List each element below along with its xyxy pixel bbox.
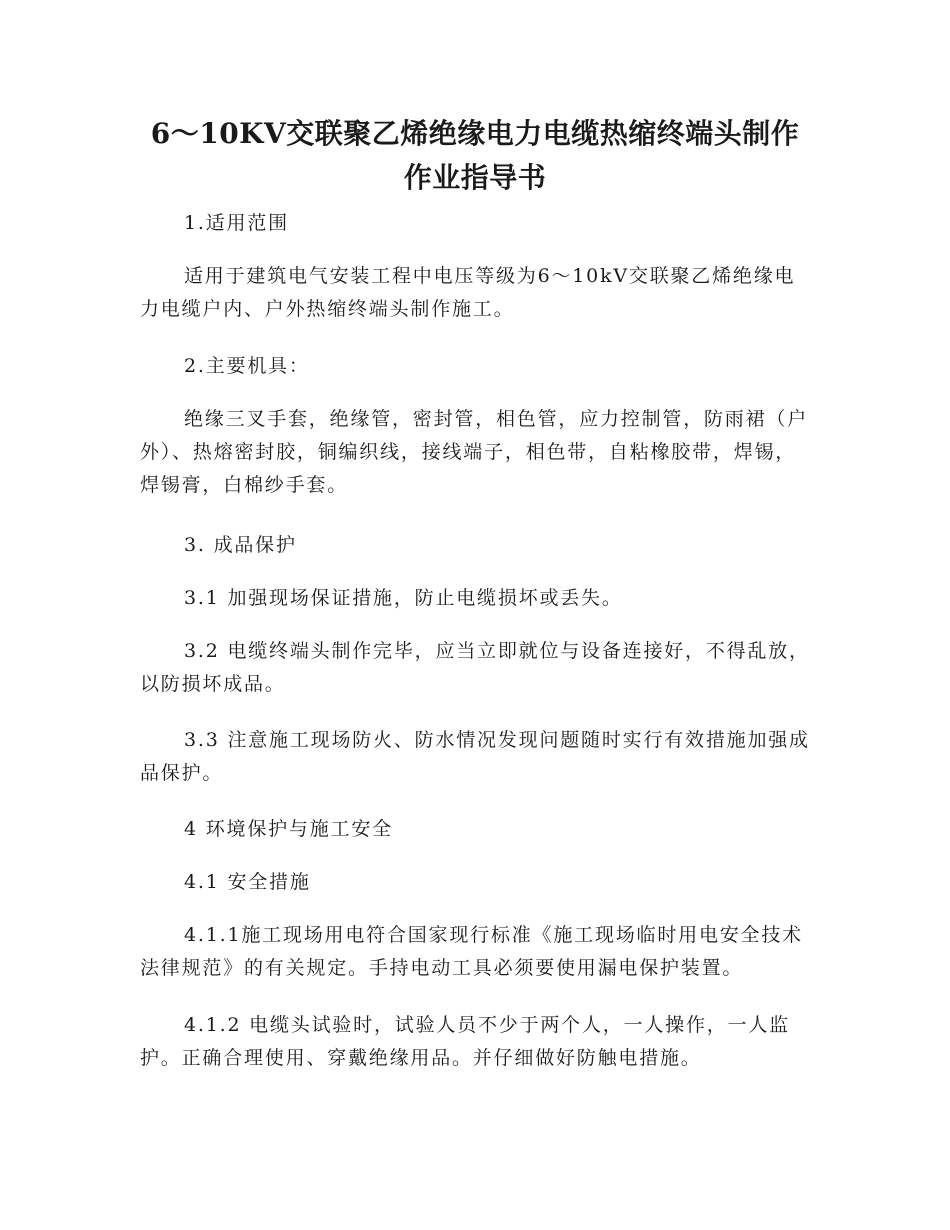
- document-title: 6～10KV交联聚乙烯绝缘电力电缆热缩终端头制作作业指导书: [150, 117, 800, 194]
- subsection-heading-4-1: 4.1 安全措施: [184, 871, 311, 893]
- paragraph-3-2: 3.2 电缆终端头制作完毕，应当立即就位与设备连接好，不得乱放，以防损坏成品。: [140, 640, 810, 695]
- section-heading-protection: 3. 成品保护: [184, 534, 297, 556]
- paragraph-tools: 绝缘三叉手套，绝缘管，密封管，相色管，应力控制管，防雨裙（户外）、热熔密封胶，铜编织线，接线端子，相色带，自粘橡胶带，焊锡，焊锡膏，白棉纱手套。: [140, 408, 809, 496]
- paragraph-scope: 适用于建筑电气安装工程中电压等级为6～10kV交联聚乙烯绝缘电力电缆户内、户外热缩终端头制作施工。: [140, 265, 796, 320]
- paragraph-4-1-1: 4.1.1施工现场用电符合国家现行标准《施工现场临时用电安全技术法律规范》的有关规定。手持电动工具必须要使用漏电保护装置。: [140, 924, 803, 979]
- section-heading-tools: 2.主要机具：: [184, 355, 310, 377]
- paragraph-4-1-2: 4.1.2 电缆头试验时，试验人员不少于两个人，一人操作，一人监护。正确合理使用、穿戴绝缘用品。并仔细做好防触电措施。: [140, 1014, 790, 1069]
- paragraph-3-1: 3.1 加强现场保证措施，防止电缆损坏或丢失。: [184, 587, 623, 609]
- section-heading-safety: 4 环境保护与施工安全: [184, 818, 393, 840]
- section-heading-scope: 1.适用范围: [184, 212, 289, 234]
- paragraph-3-3: 3.3 注意施工现场防火、防水情况发现问题随时实行有效措施加强成品保护。: [140, 729, 810, 784]
